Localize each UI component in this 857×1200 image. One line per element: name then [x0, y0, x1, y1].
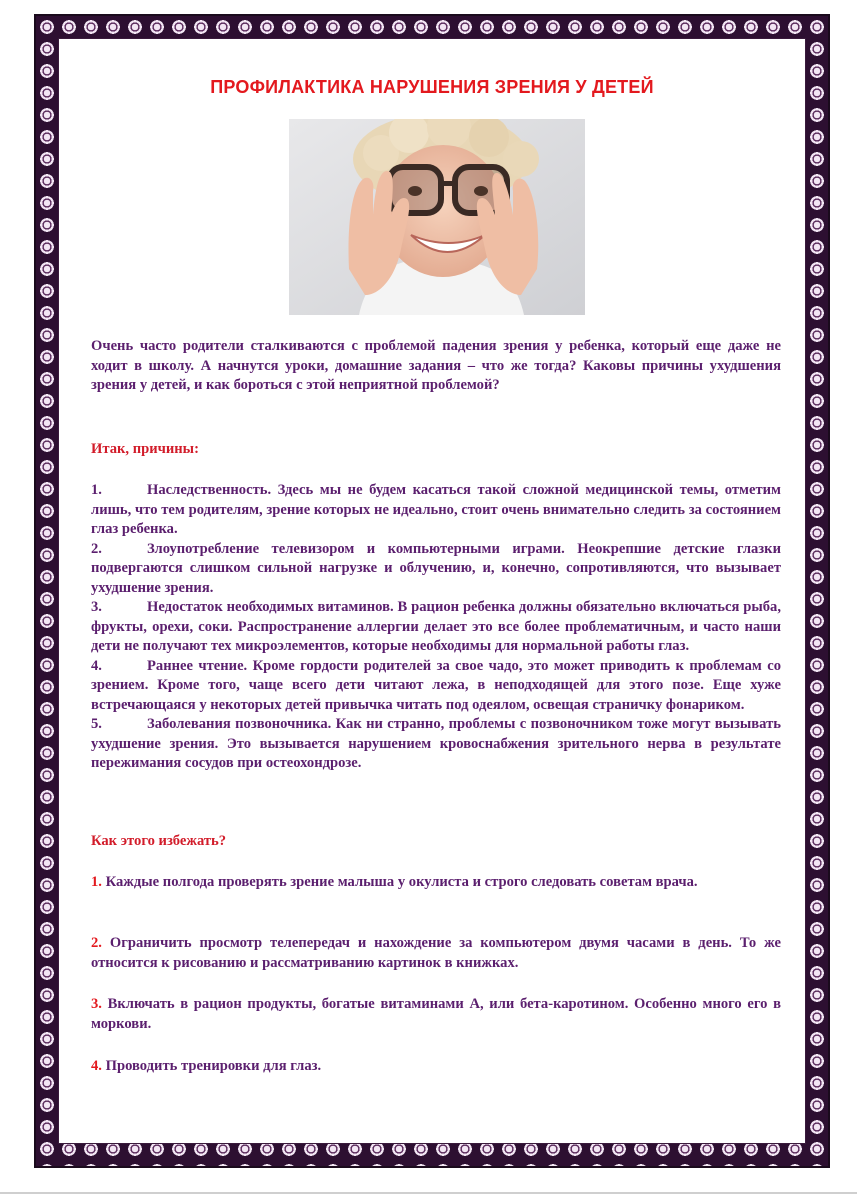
list-item — [91, 715, 781, 774]
list-item — [91, 540, 781, 599]
recommendation-number: 2. — [91, 935, 102, 951]
list-item-text: Наследственность. Здесь мы не будем касаться такой сложной медицинской темы, отметим лишь, что тем родителям, зрение которых не идеально, стоит очень внимательно следить за состоянием глаз ребенка. — [91, 482, 781, 537]
recommendation-text: Ограничить просмотр телепередач и нахождение за компьютером двумя часами в день. То же относится к рисованию и рассматриванию картинок в книжках. — [91, 935, 782, 971]
list-item-text: Злоупотребление телевизором и компьютерными играми. Неокрепшие детские глазки подвергаются слишком сильной нагрузке и облучению, и, конечно, сопротивляются, что вызывает ухудшение зрения. — [91, 540, 781, 596]
recommendation-number: 3. — [91, 996, 102, 1012]
causes-list — [91, 481, 781, 774]
list-item — [91, 657, 781, 716]
recommendation-item — [91, 1057, 781, 1077]
recommendation-item — [91, 934, 781, 973]
recommendation-item — [91, 995, 781, 1034]
list-item-number: 4. — [91, 657, 102, 674]
avoid-heading: Как этого избежать? — [91, 833, 227, 849]
list-item-number: 2. — [91, 540, 102, 557]
causes-heading: Итак, причины: — [91, 441, 199, 457]
list-item-number: 1. — [91, 482, 102, 498]
document-page — [58, 38, 806, 1144]
list-item — [91, 598, 781, 657]
recommendation-number: 4. — [91, 1058, 102, 1074]
recommendation-number: 1. — [91, 874, 102, 890]
child-with-glasses-photo — [289, 119, 585, 315]
list-item-number: 3. — [91, 599, 102, 615]
list-item-text: Заболевания позвоночника. Как ни странно, проблемы с позвоночником тоже могут вызывать ухудшение зрения. Это вызывается нарушением кровоснабжения зрительного нерва в результате пережимания сосудов при остеохондрозе. — [91, 716, 781, 771]
page-title: ПРОФИЛАКТИКА НАРУШЕНИЯ ЗРЕНИЯ У ДЕТЕЙ — [210, 77, 654, 97]
list-item-text: Раннее чтение. Кроме гордости родителей за свое чадо, это может приводить к проблемам со зрением. Кроме того, чаще всего дети читают лежа, в неподходящей для этого позе. Еще хуже встречающаяся у некоторых детей привычка читать под одеялом, освещая страничку фонариком. — [91, 657, 781, 713]
list-item-text: Недостаток необходимых витаминов. В рацион ребенка должны обязательно включаться рыба, фрукты, орехи, соки. Распространение аллергии делает это все более проблематичным, и часто наши дети не получают тех микроэлементов, которые необходимы для нормальной работы глаз. — [91, 599, 781, 654]
recommendation-item — [91, 873, 781, 893]
list-item-number: 5. — [91, 716, 102, 732]
list-item — [91, 481, 781, 540]
intro-paragraph: Очень часто родители сталкиваются с проблемой падения зрения у ребенка, который еще даже не ходит в школу. А начнутся уроки, домашние задания – что же тогда? Каковы причины ухудшения зрения у детей, и как бороться с этой неприятной проблемой? — [91, 338, 781, 393]
recommendation-text: Каждые полгода проверять зрение малыша у окулиста и строго следовать советам врача. — [105, 874, 698, 890]
recommendation-text: Включать в рацион продукты, богатые витаминами А, или бета-каротином. Особенно много его в моркови. — [91, 996, 781, 1032]
recommendation-text: Проводить тренировки для глаз. — [105, 1058, 322, 1074]
child-photo-illustration — [289, 119, 585, 315]
bottom-divider — [0, 1192, 857, 1194]
